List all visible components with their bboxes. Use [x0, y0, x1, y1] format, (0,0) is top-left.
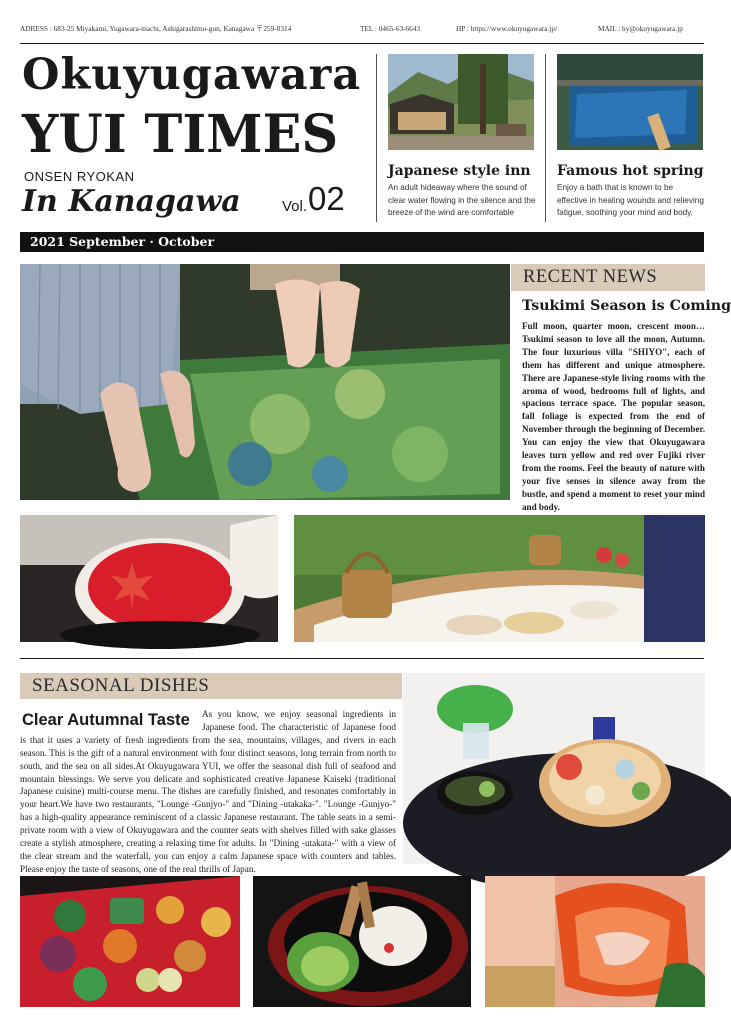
masthead-location: In Kanagawa [22, 184, 241, 219]
masthead-subtitle: ONSEN RYOKAN [24, 169, 135, 184]
wagashi-sweets-photo [20, 876, 240, 1007]
issue-date-bar: 2021 September · October [20, 232, 704, 252]
masthead-divider [376, 54, 377, 222]
section-rule [20, 658, 704, 659]
volume-label: Vol. [282, 198, 308, 215]
tile-divider [545, 54, 546, 222]
shrimp-dish-photo [485, 876, 705, 1007]
tile-spring-desc: Enjoy a bath that is known to be effective in healing wounds and relieving fatigue, soothing your mind and body. [557, 183, 704, 217]
address: ADRESS : 683-25 Miyakami, Yugawara-machi, Ashigarashimo-gun, Kanagawa 〒259-0314 [20, 24, 292, 33]
recent-news-body: Full moon, quarter moon, crescent moon… Tsukimi season to love all the moon, Autumn. The four luxurious villa "SHIYO", each of them has different and unique atmosphere. There are Japanese-style living rooms with the aroma of wood, bedrooms full of lights, and spacious terrace space. The popular season, fall foliage is expected from the end of November through the beginning of December. You can enjoy the view that Okuyugawara leaves turn yellow and red over Fujiki river from the rooms. Feel the beauty of nature with your five senses in silence away from the bustle, and spend a moment to reset your mind and body. [522, 321, 705, 512]
recent-news-heading: RECENT NEWS [511, 264, 705, 291]
seasonal-dishes-heading: SEASONAL DISHES [20, 673, 402, 699]
masthead-title-line2: YUI TIMES [22, 104, 339, 165]
tile-inn-desc: An adult hideaway where the sound of clear water flowing in the silence and the breeze of the wind are comfortable [388, 183, 536, 217]
seasonal-body-text: As you know, we enjoy seasonal ingredients in Japanese food. The characteristic of Japanese food is that it uses a variety of fresh ingredients from the sea, mountains, villages, and rivers in each season. This is the gift of a natural environment with four distinct seasons, long terrain from north to south, and the sea on all sides.At Okuyugawara YUI, we offer the seasonal dish full of seafood and mountain blessings. We serve you delicate and sophisticated creative Japanese Kaiseki (traditional Japanese cuisine) multi-course menu. The dishes are carefully finished, and resonates comfortably in your heart.We have two restaurants, "Lounge -Gunjyo-" and "Dining -utakaka-". "Lounge -Gunjyo-" has a high-quality appearance reminiscent of a classic Japanese restaurant. The table seats in a semi-private room with a view of Okuyugawara and the counter seats with shelves filled with sake glasses create a stylish atmosphere, creating a relaxing time for adults. In "Dining -utakata-" with a view of the clear stream and the waterfall, you can enjoy a calm Japanese space with counters and tables. Please enjoy the taste of seasons, one of the real thrills of Japan. [20, 709, 396, 874]
seasonal-dishes-body [20, 708, 396, 876]
volume-number: 02 [308, 180, 345, 217]
contact-bar [20, 24, 704, 38]
email[interactable]: MAIL : hy@okuyugawara.jp [598, 24, 683, 33]
tile-spring-title: Famous hot spring [557, 163, 704, 179]
kaiseki-dish-photo [403, 673, 705, 864]
title-spacer [20, 708, 202, 728]
recent-news-title: Tsukimi Season is Coming [522, 298, 731, 314]
avocado-dish-photo [253, 876, 471, 1007]
top-rule [20, 43, 704, 44]
masthead-title-line1: Okuyugawara [22, 50, 362, 100]
footbath-photo [20, 264, 510, 500]
tile-inn-title: Japanese style inn [388, 163, 531, 179]
inn-photo [388, 54, 534, 150]
maple-leaf-cup-photo [20, 515, 278, 642]
seasonal-title-text: Clear Autumnal Taste [22, 711, 190, 729]
website[interactable]: HP : https://www.okuyugawara.jp/ [456, 24, 557, 33]
hot-spring-photo [557, 54, 703, 150]
phone: TEL : 0465-63-6643 [360, 24, 421, 33]
picnic-table-photo [294, 515, 705, 642]
